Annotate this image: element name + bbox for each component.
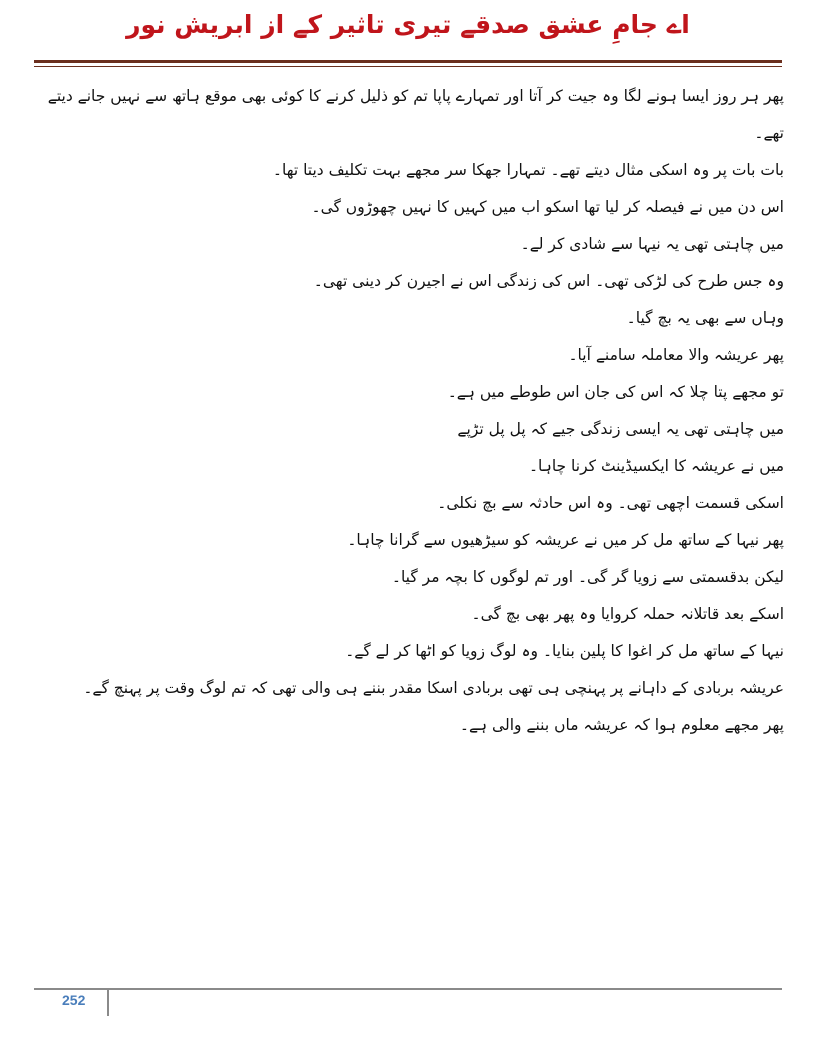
body-text [32,78,784,744]
header-divider [34,60,782,63]
paragraph: تو مجھے پتا چلا کہ اس کی جان اس طوطے میں ہے۔ [447,383,784,401]
paragraph: عریشہ بربادی کے داہانے پر پہنچی ہی تھی بربادی اسکا مقدر بننے ہی والی تھی کہ تم لوگ وقت پر پہنچ گے۔ [83,679,784,697]
paragraph: وہ جس طرح کی لڑکی تھی۔ اس کی زندگی اس نے اجیرن کر دینی تھی۔ [313,272,784,290]
paragraph: نیہا کے ساتھ مل کر اغوا کا پلین بنایا۔ وہ لوگ زویا کو اٹھا کر لے گے۔ [345,642,784,660]
paragraph: پھر عریشہ والا معاملہ سامنے آیا۔ [568,346,784,364]
paragraph: میں نے عریشہ کا ایکسیڈینٹ کرنا چاہا۔ [528,457,784,475]
paragraph: اس دن میں نے فیصلہ کر لیا تھا اسکو اب میں کہیں کا نہیں چھوڑوں گی۔ [311,198,784,216]
page-title: اے جامِ عشق صدقے تیری تاثیر کے از ابریش نور [126,10,690,39]
page-number: 252 [62,992,86,1008]
paragraph: پھر ہر روز ایسا ہونے لگا وہ جیت کر آتا اور تمہارے پاپا تم کو ذلیل کرنے کا کوئی بھی موقع ہاتھ سے نہیں جانے دیتے تھے۔ [47,87,784,142]
paragraph: میں چاہتی تھی یہ ایسی زندگی جیے کہ پل پل تڑپے [457,420,784,438]
footer-separator [107,990,109,1016]
paragraph: پھر مجھے معلوم ہوا کہ عریشہ ماں بننے والی ہے۔ [459,716,784,734]
paragraph: اسکی قسمت اچھی تھی۔ وہ اس حادثہ سے بچ نکلی۔ [437,494,784,512]
paragraph: اسکے بعد قاتلانہ حملہ کروایا وہ پھر بھی بچ گی۔ [471,605,784,623]
paragraph: پھر نیہا کے ساتھ مل کر میں نے عریشہ کو سیڑھیوں سے گرانا چاہا۔ [347,531,784,549]
footer-divider [34,988,782,990]
header-divider-thin [34,66,782,67]
paragraph: لیکن بدقسمتی سے زویا گر گی۔ اور تم لوگوں کا بچہ مر گیا۔ [391,568,784,586]
paragraph: بات بات پر وہ اسکی مثال دیتے تھے۔ تمہارا جھکا سر مجھے بہت تکلیف دیتا تھا۔ [272,161,784,179]
paragraph: وہاں سے بھی یہ بچ گیا۔ [626,309,784,327]
paragraph: میں چاہتی تھی یہ نیہا سے شادی کر لے۔ [520,235,784,253]
